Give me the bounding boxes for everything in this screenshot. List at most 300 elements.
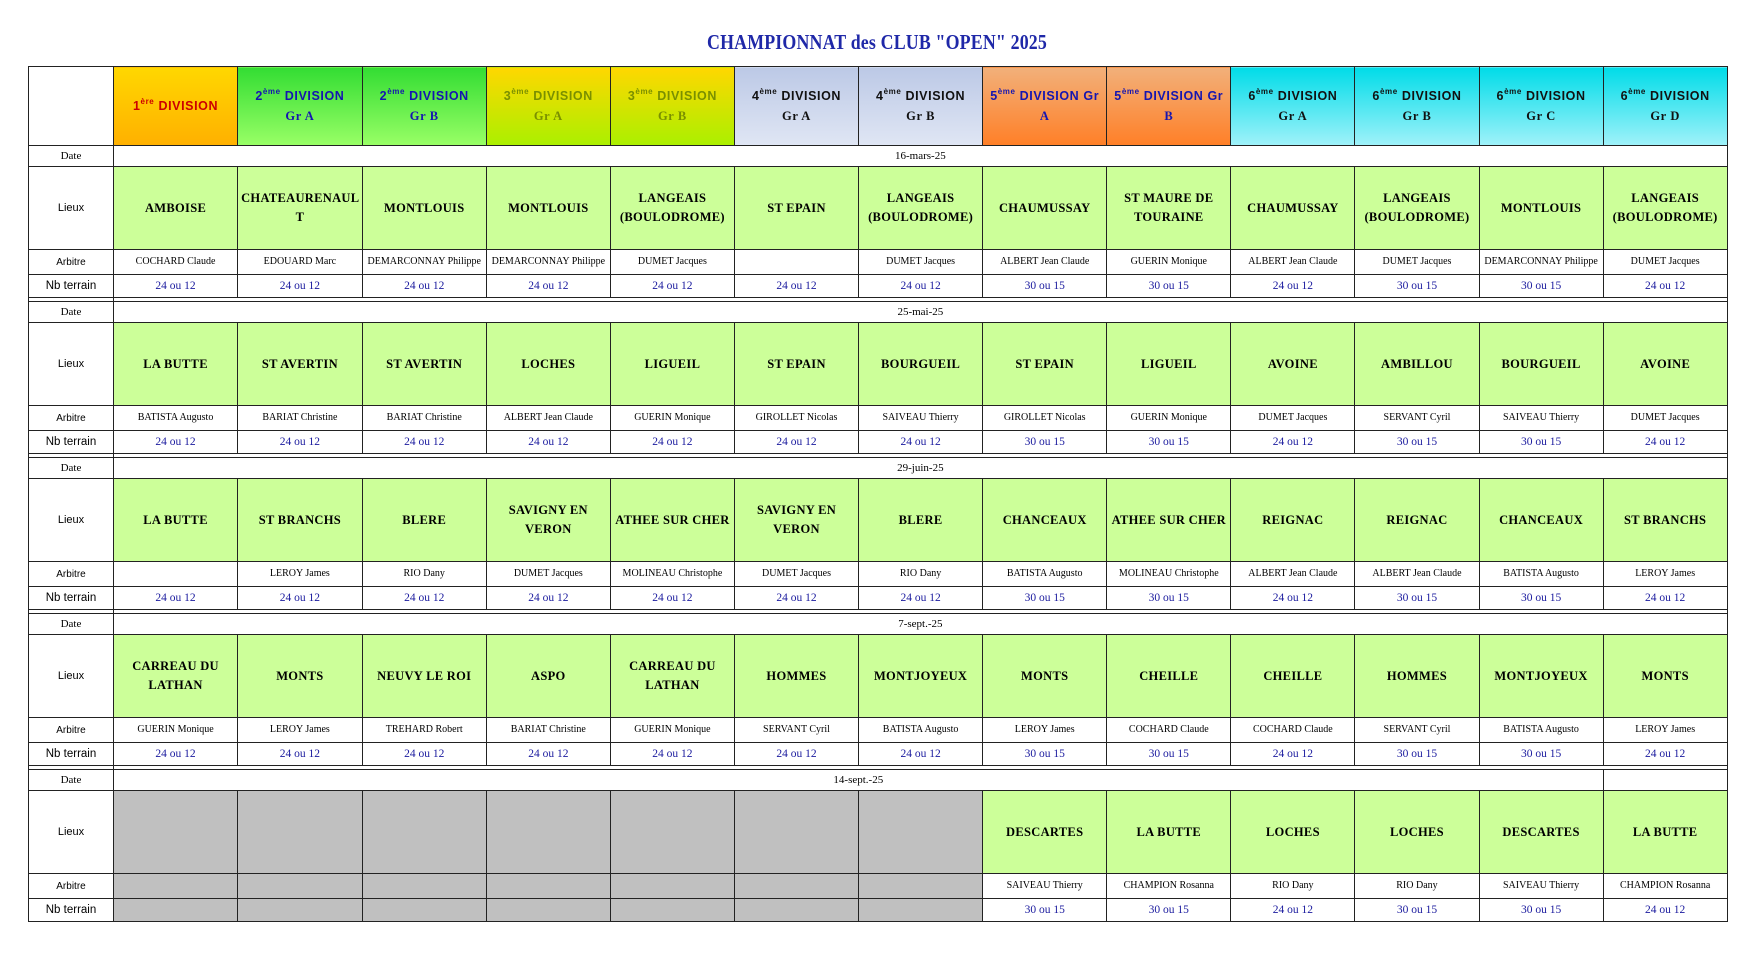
venue-cell: ST EPAIN xyxy=(983,323,1107,406)
referee-name: RIO Dany xyxy=(1272,880,1314,891)
terrain-count-cell: 24 ou 12 xyxy=(362,743,486,766)
page-title: CHAMPIONNAT des CLUB "OPEN" 2025 xyxy=(707,30,1047,54)
referee-cell xyxy=(362,874,486,899)
referee-cell xyxy=(983,718,1107,743)
venue-cell: LA BUTTE xyxy=(114,479,238,562)
round-date: 25-mai-25 xyxy=(114,302,1728,323)
terrain-count-cell: 24 ou 12 xyxy=(610,587,734,610)
division-header xyxy=(362,67,486,146)
division-ordinal: ème xyxy=(387,87,406,96)
venue-cell: AVOINE xyxy=(1231,323,1355,406)
referee-name: ALBERT Jean Claude xyxy=(1372,568,1462,579)
referee-name: TREHARD Robert xyxy=(385,724,463,735)
division-header-text xyxy=(1480,86,1603,126)
terrain-count-cell: 24 ou 12 xyxy=(859,275,983,298)
terrain-count-cell: 24 ou 12 xyxy=(114,275,238,298)
division-number: 2 xyxy=(255,89,263,103)
referee-cell xyxy=(859,874,983,899)
nb-terrain-label: Nb terrain xyxy=(29,743,114,766)
date-row xyxy=(29,614,1728,635)
venue-cell: CHAUMUSSAY xyxy=(983,167,1107,250)
division-group: Gr A xyxy=(533,109,563,123)
terrain-count-cell: 30 ou 15 xyxy=(983,899,1107,922)
division-word: DIVISION xyxy=(1277,89,1338,103)
referee-name: DEMARCONNAY Philippe xyxy=(491,256,606,267)
division-line xyxy=(1604,86,1727,106)
division-line xyxy=(114,96,237,116)
terrain-count-cell: 24 ou 12 xyxy=(362,431,486,454)
referee-cell xyxy=(734,562,858,587)
arbitre-label: Arbitre xyxy=(29,718,114,743)
division-group: Gr D xyxy=(1650,109,1680,123)
terrain-count-cell: 24 ou 12 xyxy=(486,587,610,610)
division-group: Gr B xyxy=(409,109,439,123)
terrain-count-cell: 24 ou 12 xyxy=(114,743,238,766)
referee-cell xyxy=(1603,874,1727,899)
venue-cell: LOCHES xyxy=(486,323,610,406)
terrain-count-cell: 24 ou 12 xyxy=(610,743,734,766)
referee-cell xyxy=(238,250,363,275)
lieux-label: Lieux xyxy=(29,791,114,874)
division-ordinal: ème xyxy=(1379,87,1398,96)
referee-cell xyxy=(362,562,486,587)
division-header xyxy=(983,67,1107,146)
division-header-text xyxy=(983,86,1106,126)
arbitre-row xyxy=(29,874,1728,899)
referee-cell xyxy=(1479,874,1603,899)
terrain-count-cell: 30 ou 15 xyxy=(1107,275,1231,298)
referee-name: RIO Dany xyxy=(1396,880,1438,891)
venue-cell: MONTLOUIS xyxy=(362,167,486,250)
venue-cell: BOURGUEIL xyxy=(1479,323,1603,406)
referee-cell xyxy=(1355,406,1479,431)
referee-name: COCHARD Claude xyxy=(1253,724,1333,735)
division-ordinal: ème xyxy=(759,87,778,96)
terrain-count-cell: 24 ou 12 xyxy=(486,431,610,454)
referee-name: GUERIN Monique xyxy=(1130,256,1207,267)
division-header-text xyxy=(611,86,734,126)
referee-cell xyxy=(114,562,238,587)
division-group: Gr A xyxy=(782,109,811,123)
header-corner xyxy=(29,67,114,146)
division-header-text xyxy=(114,96,237,116)
referee-cell xyxy=(1107,406,1231,431)
referee-name: DUMET Jacques xyxy=(1382,256,1452,267)
division-group: Gr B xyxy=(1402,109,1432,123)
terrain-count-cell: 24 ou 12 xyxy=(734,743,858,766)
nb-terrain-label: Nb terrain xyxy=(29,275,114,298)
terrain-count-cell: 30 ou 15 xyxy=(1107,587,1231,610)
division-number: 1 xyxy=(132,99,141,113)
division-word: DIVISION Gr xyxy=(1019,89,1100,103)
terrain-count-cell: 30 ou 15 xyxy=(1355,431,1479,454)
venue-cell: SAVIGNY EN VERON xyxy=(486,479,610,562)
venue-cell: MONTS xyxy=(1603,635,1727,718)
venue-cell xyxy=(114,791,238,874)
division-ordinal: ème xyxy=(511,87,530,96)
referee-cell xyxy=(114,718,238,743)
division-number: 5 xyxy=(1114,89,1122,103)
terrain-count-cell: 30 ou 15 xyxy=(1355,743,1479,766)
referee-cell xyxy=(486,874,610,899)
venue-cell xyxy=(734,791,858,874)
referee-name: LEROY James xyxy=(269,724,330,735)
division-word: DIVISION xyxy=(905,89,966,103)
terrain-count-cell xyxy=(734,899,858,922)
division-word: DIVISION xyxy=(1525,89,1586,103)
division-header xyxy=(238,67,363,146)
division-word: DIVISION xyxy=(657,89,717,103)
date-label: Date xyxy=(29,770,114,791)
division-header xyxy=(486,67,610,146)
venue-cell: CHEILLE xyxy=(1231,635,1355,718)
terrain-count-cell: 24 ou 12 xyxy=(486,275,610,298)
terrain-count-cell: 30 ou 15 xyxy=(1479,899,1603,922)
terrain-count-cell: 30 ou 15 xyxy=(1479,431,1603,454)
venue-cell: LOCHES xyxy=(1231,791,1355,874)
venue-cell: ST AVERTIN xyxy=(238,323,363,406)
referee-name: DUMET Jacques xyxy=(637,256,707,267)
referee-name: DUMET Jacques xyxy=(1630,256,1700,267)
referee-cell xyxy=(486,562,610,587)
arbitre-label: Arbitre xyxy=(29,562,114,587)
arbitre-label: Arbitre xyxy=(29,406,114,431)
referee-name: ALBERT Jean Claude xyxy=(1000,256,1090,267)
round-date: 7-sept.-25 xyxy=(114,614,1728,635)
venue-cell: CHATEAURENAUL T xyxy=(238,167,363,250)
division-number: 2 xyxy=(379,89,388,103)
venue-cell: AMBOISE xyxy=(114,167,238,250)
terrain-count-cell: 24 ou 12 xyxy=(238,587,363,610)
terrain-count-cell: 24 ou 12 xyxy=(859,743,983,766)
division-line xyxy=(1107,86,1230,106)
venue-cell: MONTLOUIS xyxy=(1479,167,1603,250)
division-line xyxy=(1480,86,1603,106)
terrain-count-cell: 30 ou 15 xyxy=(983,275,1107,298)
terrain-count-cell: 30 ou 15 xyxy=(983,743,1107,766)
referee-name: MOLINEAU Christophe xyxy=(1118,568,1219,579)
referee-cell xyxy=(859,250,983,275)
division-group: Gr A xyxy=(285,109,315,123)
venue-cell: LANGEAIS (BOULODROME) xyxy=(859,167,983,250)
referee-name: ALBERT Jean Claude xyxy=(1248,256,1338,267)
venue-cell: CARREAU DU LATHAN xyxy=(610,635,734,718)
venue-cell: NEUVY LE ROI xyxy=(362,635,486,718)
division-group: Gr B xyxy=(906,109,936,123)
referee-cell xyxy=(983,874,1107,899)
division-header-text xyxy=(1355,86,1478,126)
venue-cell: ASPO xyxy=(486,635,610,718)
terrain-count-cell: 24 ou 12 xyxy=(1603,743,1727,766)
terrain-count-cell: 24 ou 12 xyxy=(486,743,610,766)
division-word: DIVISION xyxy=(1650,89,1710,103)
division-line xyxy=(1355,86,1478,106)
lieux-label: Lieux xyxy=(29,635,114,718)
referee-name: DUMET Jacques xyxy=(1258,412,1328,423)
division-ordinal: ème xyxy=(883,87,902,96)
referee-cell xyxy=(859,718,983,743)
referee-cell xyxy=(1107,250,1231,275)
division-word: DIVISION xyxy=(284,89,345,103)
date-label: Date xyxy=(29,458,114,479)
terrain-count-cell: 24 ou 12 xyxy=(610,275,734,298)
referee-name: GIROLLET Nicolas xyxy=(755,412,838,423)
venue-cell: LIGUEIL xyxy=(610,323,734,406)
terrain-count-cell xyxy=(238,899,363,922)
venue-cell xyxy=(859,791,983,874)
lieux-row xyxy=(29,323,1728,406)
referee-cell xyxy=(734,718,858,743)
terrain-count-cell: 30 ou 15 xyxy=(1479,587,1603,610)
venue-cell: LANGEAIS (BOULODROME) xyxy=(610,167,734,250)
referee-cell xyxy=(1231,406,1355,431)
division-number: 6 xyxy=(1496,89,1505,103)
division-word: DIVISION Gr xyxy=(1143,89,1224,103)
referee-cell xyxy=(983,250,1107,275)
division-line xyxy=(238,86,362,106)
division-word: DIVISION xyxy=(409,89,469,103)
referee-name: LEROY James xyxy=(1014,724,1075,735)
venue-cell: ATHEE SUR CHER xyxy=(1107,479,1231,562)
division-ordinal: ème xyxy=(1504,87,1522,96)
terrain-count-cell: 24 ou 12 xyxy=(1231,275,1355,298)
division-word: DIVISION xyxy=(158,99,219,113)
terrain-count-cell: 30 ou 15 xyxy=(1107,743,1231,766)
division-header xyxy=(1107,67,1231,146)
lieux-row xyxy=(29,791,1728,874)
referee-name: COCHARD Claude xyxy=(135,256,216,267)
terrain-count-cell: 24 ou 12 xyxy=(859,587,983,610)
referee-name: RIO Dany xyxy=(899,568,942,579)
round-date: 16-mars-25 xyxy=(114,146,1728,167)
referee-name: ALBERT Jean Claude xyxy=(1248,568,1338,579)
referee-name: CHAMPION Rosanna xyxy=(1620,880,1711,891)
date-row xyxy=(29,770,1728,791)
division-header xyxy=(1231,67,1355,146)
referee-cell xyxy=(1479,562,1603,587)
venue-cell: SAVIGNY EN VERON xyxy=(734,479,858,562)
referee-cell xyxy=(1603,718,1727,743)
referee-cell xyxy=(486,406,610,431)
venue-cell: CHANCEAUX xyxy=(1479,479,1603,562)
referee-cell xyxy=(983,562,1107,587)
division-header xyxy=(734,67,858,146)
referee-name: SERVANT Cyril xyxy=(1383,724,1451,735)
division-ordinal: ème xyxy=(1255,87,1274,96)
referee-name: SAIVEAU Thierry xyxy=(882,412,959,423)
terrain-count-cell: 24 ou 12 xyxy=(362,587,486,610)
terrain-count-cell: 30 ou 15 xyxy=(983,587,1107,610)
division-header xyxy=(1603,67,1727,146)
referee-name: BATISTA Augusto xyxy=(1503,568,1579,579)
referee-name: LEROY James xyxy=(269,568,330,579)
terrain-count-cell: 24 ou 12 xyxy=(734,587,858,610)
venue-cell: MONTJOYEUX xyxy=(1479,635,1603,718)
venue-cell: MONTS xyxy=(238,635,363,718)
nb-terrain-row xyxy=(29,899,1728,922)
division-header-text xyxy=(363,86,486,126)
venue-cell: CHEILLE xyxy=(1107,635,1231,718)
venue-cell: DESCARTES xyxy=(1479,791,1603,874)
terrain-count-cell: 30 ou 15 xyxy=(1479,743,1603,766)
division-number: 6 xyxy=(1248,89,1256,103)
venue-cell xyxy=(362,791,486,874)
venue-cell: BLERE xyxy=(362,479,486,562)
terrain-count-cell xyxy=(859,899,983,922)
referee-cell xyxy=(114,250,238,275)
date-empty-cell xyxy=(1603,770,1727,791)
venue-cell: REIGNAC xyxy=(1231,479,1355,562)
arbitre-row xyxy=(29,562,1728,587)
referee-name: BATISTA Augusto xyxy=(1006,568,1083,579)
division-group: B xyxy=(1164,109,1174,123)
referee-name: DEMARCONNAY Philippe xyxy=(1484,256,1598,267)
referee-cell xyxy=(238,718,363,743)
division-ordinal: ème xyxy=(635,87,654,96)
division-ordinal: ème xyxy=(997,87,1016,96)
referee-cell xyxy=(610,718,734,743)
venue-cell: MONTJOYEUX xyxy=(859,635,983,718)
lieux-label: Lieux xyxy=(29,323,114,406)
terrain-count-cell: 30 ou 15 xyxy=(1355,275,1479,298)
referee-name: MOLINEAU Christophe xyxy=(622,568,723,579)
arbitre-row xyxy=(29,250,1728,275)
division-number: 5 xyxy=(990,89,998,103)
referee-name: LEROY James xyxy=(1635,724,1696,735)
referee-name: DUMET Jacques xyxy=(762,568,831,579)
round-date: 14-sept.-25 xyxy=(114,770,1604,791)
division-group: Gr B xyxy=(657,109,687,123)
division-header-text xyxy=(238,86,362,126)
referee-cell xyxy=(610,874,734,899)
referee-cell xyxy=(1231,250,1355,275)
venue-cell: ST BRANCHS xyxy=(238,479,363,562)
referee-cell xyxy=(734,874,858,899)
terrain-count-cell: 24 ou 12 xyxy=(859,431,983,454)
division-word: DIVISION xyxy=(1401,89,1462,103)
venue-cell: LANGEAIS (BOULODROME) xyxy=(1355,167,1479,250)
referee-cell xyxy=(486,718,610,743)
terrain-count-cell: 24 ou 12 xyxy=(734,275,858,298)
venue-cell: HOMMES xyxy=(1355,635,1479,718)
terrain-count-cell: 30 ou 15 xyxy=(1107,431,1231,454)
venue-cell: LANGEAIS (BOULODROME) xyxy=(1603,167,1727,250)
venue-cell: ST MAURE DE TOURAINE xyxy=(1107,167,1231,250)
division-group: Gr C xyxy=(1526,109,1556,123)
referee-name: SERVANT Cyril xyxy=(1383,412,1451,423)
referee-cell xyxy=(983,406,1107,431)
venue-cell: LIGUEIL xyxy=(1107,323,1231,406)
referee-name: DUMET Jacques xyxy=(513,568,583,579)
referee-cell xyxy=(1231,718,1355,743)
terrain-count-cell: 30 ou 15 xyxy=(1107,899,1231,922)
referee-cell xyxy=(1479,406,1603,431)
venue-cell: CARREAU DU LATHAN xyxy=(114,635,238,718)
venue-cell: BOURGUEIL xyxy=(859,323,983,406)
division-word: DIVISION xyxy=(533,89,593,103)
venue-cell: ST EPAIN xyxy=(734,323,858,406)
nb-terrain-label: Nb terrain xyxy=(29,899,114,922)
terrain-count-cell: 24 ou 12 xyxy=(238,431,363,454)
referee-cell xyxy=(1603,250,1727,275)
terrain-count-cell: 24 ou 12 xyxy=(1231,587,1355,610)
date-row xyxy=(29,302,1728,323)
division-line xyxy=(487,86,610,106)
nb-terrain-row xyxy=(29,743,1728,766)
terrain-count-cell: 24 ou 12 xyxy=(238,275,363,298)
referee-name: DUMET Jacques xyxy=(886,256,956,267)
division-ordinal: ème xyxy=(1628,87,1646,96)
terrain-count-cell: 24 ou 12 xyxy=(1603,587,1727,610)
referee-cell xyxy=(114,406,238,431)
terrain-count-cell: 24 ou 12 xyxy=(1603,275,1727,298)
terrain-count-cell xyxy=(610,899,734,922)
referee-name: SAIVEAU Thierry xyxy=(1502,412,1580,423)
date-row xyxy=(29,458,1728,479)
referee-name: DEMARCONNAY Philippe xyxy=(367,256,481,267)
referee-cell xyxy=(1479,718,1603,743)
division-line xyxy=(983,86,1106,106)
division-header-text xyxy=(1604,86,1727,126)
venue-cell: LA BUTTE xyxy=(1107,791,1231,874)
referee-cell xyxy=(1355,874,1479,899)
division-header-text xyxy=(1107,86,1230,126)
division-number: 4 xyxy=(876,89,884,103)
terrain-count-cell: 24 ou 12 xyxy=(362,275,486,298)
venue-cell: HOMMES xyxy=(734,635,858,718)
referee-cell xyxy=(114,874,238,899)
referee-name: SERVANT Cyril xyxy=(763,724,830,735)
lieux-row xyxy=(29,479,1728,562)
referee-cell xyxy=(486,250,610,275)
referee-name: BARIAT Christine xyxy=(386,412,462,423)
venue-cell: ATHEE SUR CHER xyxy=(610,479,734,562)
division-header xyxy=(1479,67,1603,146)
referee-cell xyxy=(1107,562,1231,587)
terrain-count-cell xyxy=(486,899,610,922)
terrain-count-cell: 24 ou 12 xyxy=(1231,431,1355,454)
division-header-text xyxy=(859,86,982,126)
referee-cell xyxy=(1355,250,1479,275)
lieux-row xyxy=(29,635,1728,718)
division-line xyxy=(735,86,858,106)
venue-cell xyxy=(238,791,363,874)
referee-name: DUMET Jacques xyxy=(1630,412,1700,423)
referee-cell xyxy=(859,562,983,587)
division-ordinal: ère xyxy=(140,97,155,106)
referee-cell xyxy=(734,250,858,275)
nb-terrain-label: Nb terrain xyxy=(29,587,114,610)
referee-cell xyxy=(1603,406,1727,431)
referee-cell xyxy=(1231,562,1355,587)
division-header-text xyxy=(735,86,858,126)
venue-cell xyxy=(486,791,610,874)
referee-cell xyxy=(362,406,486,431)
division-number: 6 xyxy=(1372,89,1380,103)
referee-name: ALBERT Jean Claude xyxy=(503,412,593,423)
terrain-count-cell: 24 ou 12 xyxy=(1603,899,1727,922)
referee-name: LEROY James xyxy=(1635,568,1696,579)
venue-cell: CHANCEAUX xyxy=(983,479,1107,562)
referee-cell xyxy=(734,406,858,431)
terrain-count-cell: 30 ou 15 xyxy=(1479,275,1603,298)
referee-name: CHAMPION Rosanna xyxy=(1123,880,1214,891)
division-number: 4 xyxy=(751,89,760,103)
referee-cell xyxy=(610,406,734,431)
terrain-count-cell: 24 ou 12 xyxy=(1603,431,1727,454)
venue-cell: AVOINE xyxy=(1603,323,1727,406)
referee-name: RIO Dany xyxy=(403,568,445,579)
